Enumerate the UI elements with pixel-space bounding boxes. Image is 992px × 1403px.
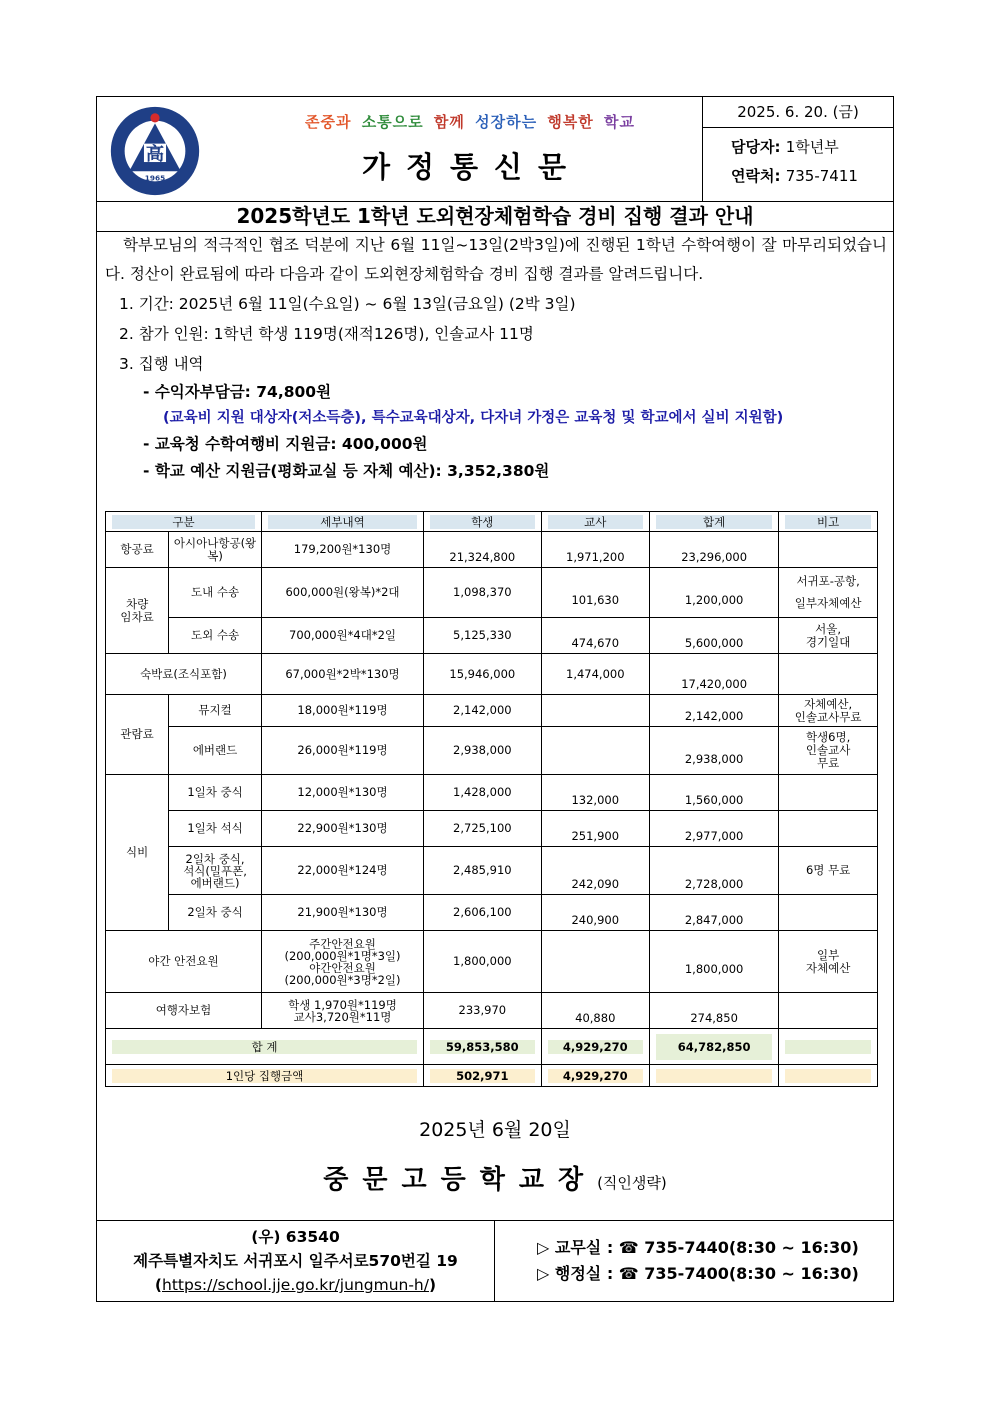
cell: 2,142,000 — [650, 695, 779, 727]
cell — [541, 727, 649, 775]
website-link[interactable]: https://school.jje.go.kr/jungmun-h/ — [162, 1276, 429, 1294]
sum-teacher: 4,929,270 — [548, 1040, 643, 1054]
cell: 1,200,000 — [650, 568, 779, 618]
cell — [779, 654, 878, 695]
footer — [97, 1220, 893, 1301]
table-row — [106, 931, 878, 993]
cell: 474,670 — [541, 618, 649, 654]
principal-signature — [97, 1159, 893, 1196]
zip-code: (우) 63540 — [251, 1228, 340, 1246]
cell — [779, 993, 878, 1029]
cell: 아시아나항공(왕복) — [169, 532, 262, 568]
cell: 에버랜드 — [169, 727, 262, 775]
th-detail: 세부내역 — [268, 515, 417, 529]
header-meta — [702, 97, 893, 201]
per-total — [656, 1069, 772, 1083]
cell: 2,977,000 — [650, 811, 779, 847]
cell: 21,900원*130명 — [261, 895, 423, 931]
cell: 1일차 석식 — [169, 811, 262, 847]
sum-total: 64,782,850 — [656, 1034, 772, 1060]
cell: 식비 — [106, 775, 169, 931]
cell: 1,800,000 — [650, 931, 779, 993]
table-row — [106, 618, 878, 654]
th-category: 구분 — [112, 515, 255, 529]
cell: 21,324,800 — [424, 532, 541, 568]
cell: 600,000원(왕복)*2대 — [261, 568, 423, 618]
cell: 2,142,000 — [424, 695, 541, 727]
cell: 26,000원*119명 — [261, 727, 423, 775]
table-row — [106, 775, 878, 811]
cell — [779, 895, 878, 931]
cell: 12,000원*130명 — [261, 775, 423, 811]
cell: 2,728,000 — [650, 847, 779, 895]
cell: 1일차 중식 — [169, 775, 262, 811]
sub-beneficiary: - 수익자부담금: 74,800원 — [143, 383, 332, 401]
th-note: 비고 — [785, 515, 871, 529]
cell: 23,296,000 — [650, 532, 779, 568]
cell: 240,900 — [541, 895, 649, 931]
table-row — [106, 895, 878, 931]
th-total: 합계 — [656, 515, 772, 529]
newsletter-frame — [96, 96, 894, 1302]
table-sum-row — [106, 1029, 878, 1065]
sum-label: 합 계 — [112, 1040, 417, 1054]
table-row — [106, 695, 878, 727]
intro-paragraph: 학부모님의 적극적인 협조 덕분에 지난 6월 11일~13일(2박3일)에 진행된 1학년 수학여행이 잘 마무리되었습니다. 정산이 완료됨에 따라 다음과 같이 도외현장체험학습 경비 집행 결과를 알려드립니다. — [105, 236, 887, 283]
table-row — [106, 568, 878, 618]
cell: 17,420,000 — [650, 654, 779, 695]
cell: 2,485,910 — [424, 847, 541, 895]
cell: 1,474,000 — [541, 654, 649, 695]
cell: 1,098,370 — [424, 568, 541, 618]
cell: 700,000원*4대*2일 — [261, 618, 423, 654]
seal-omitted-note: (직인생략) — [597, 1174, 667, 1192]
table-row — [106, 993, 878, 1029]
cell: 101,630 — [541, 568, 649, 618]
contact-person: 담당자: 1학년부 — [731, 138, 839, 156]
cell: 40,880 — [541, 993, 649, 1029]
cell: 숙박료(조식포함) — [106, 654, 262, 695]
cell: 1,800,000 — [424, 931, 541, 993]
cell: 18,000원*119명 — [261, 695, 423, 727]
sub-school-budget: - 학교 예산 지원금(평화교실 등 자체 예산): 3,352,380원 — [143, 462, 550, 480]
per-student: 502,971 — [430, 1069, 534, 1083]
cell: 2일차 중식, 석식(밀푸폰, 에버랜드) — [169, 847, 262, 895]
table-row — [106, 727, 878, 775]
cell: 274,850 — [650, 993, 779, 1029]
cell: 학생 1,970원*119명 교사3,720원*11명 — [261, 993, 423, 1029]
cell: 2,606,100 — [424, 895, 541, 931]
per-teacher: 4,929,270 — [548, 1069, 643, 1083]
cell — [779, 532, 878, 568]
body — [105, 231, 887, 485]
document-title: 2025학년도 1학년 도외현장체험학습 경비 집행 결과 안내 — [97, 201, 893, 232]
slogan-word: 학교 — [604, 113, 636, 131]
cell: 1,971,200 — [541, 532, 649, 568]
support-note: (교육비 지원 대상자(저소득층), 특수교육대상자, 다자녀 가정은 교육청 및 학교에서 실비 지원함) — [163, 410, 784, 426]
cell: 15,946,000 — [424, 654, 541, 695]
cell: 관람료 — [106, 695, 169, 775]
sum-student: 59,853,580 — [430, 1040, 534, 1054]
per-label: 1인당 집행금액 — [112, 1069, 417, 1083]
sign-date: 2025년 6월 20일 — [419, 1119, 571, 1141]
logo-char: 高 — [145, 144, 165, 166]
table-per-row — [106, 1065, 878, 1087]
cell — [541, 695, 649, 727]
cell — [779, 811, 878, 847]
street-address: 제주특별자치도 서귀포시 일주서로570번길 19 — [133, 1252, 458, 1270]
cell: 5,125,330 — [424, 618, 541, 654]
th-teacher: 교사 — [548, 515, 643, 529]
cell: 항공료 — [106, 532, 169, 568]
cell: 6명 무료 — [779, 847, 878, 895]
cell: 학생6명, 인솔교사 무료 — [779, 727, 878, 775]
cell: 자체예산, 인솔교사무료 — [779, 695, 878, 727]
cell: 22,000원*124명 — [261, 847, 423, 895]
issue-date: 2025. 6. 20. (금) — [703, 97, 893, 128]
newsletter-title: 가정통신문 — [361, 150, 583, 184]
slogan-word: 함께 — [433, 113, 465, 131]
cell: 뮤지컬 — [169, 695, 262, 727]
table-row — [106, 811, 878, 847]
cell: 132,000 — [541, 775, 649, 811]
table-row — [106, 654, 878, 695]
slogan-word: 존중과 — [304, 113, 352, 131]
cell: 1,428,000 — [424, 775, 541, 811]
table-row — [106, 532, 878, 568]
school-slogan — [247, 111, 697, 132]
th-student: 학생 — [430, 515, 534, 529]
cell: 233,970 — [424, 993, 541, 1029]
item-period: 1. 기간: 2025년 6월 11일(수요일) ~ 6월 13일(금요일) (2박 3일) — [119, 295, 576, 313]
cell — [541, 931, 649, 993]
per-note — [785, 1069, 871, 1083]
cell: 179,200원*130명 — [261, 532, 423, 568]
cell: 251,900 — [541, 811, 649, 847]
cell: 2,938,000 — [424, 727, 541, 775]
logo-year: 1965 — [144, 173, 166, 183]
table-row — [106, 847, 878, 895]
table-header — [106, 512, 878, 532]
cell: 2일차 중식 — [169, 895, 262, 931]
school-logo-icon — [109, 105, 201, 197]
cell: 1,560,000 — [650, 775, 779, 811]
phone-academic-office: ▷ 교무실 : ☎ 735-7440(8:30 ~ 16:30) — [537, 1238, 859, 1257]
cell: 차량 임차료 — [106, 568, 169, 654]
cell: 도내 수송 — [169, 568, 262, 618]
cell: 2,847,000 — [650, 895, 779, 931]
sub-office-support: - 교육청 수학여행비 지원금: 400,000원 — [143, 435, 428, 453]
cell: 주간안전요원 (200,000원*1명*3일) 야간안전요원 (200,000원*3명*2일) — [261, 931, 423, 993]
item-participants: 2. 참가 인원: 1학년 학생 119명(재적126명), 인솔교사 11명 — [119, 325, 534, 343]
principal-name: 중문고등학교장 — [323, 1165, 598, 1195]
cell: 5,600,000 — [650, 618, 779, 654]
cell: 서귀포-공항, 일부자체예산 — [779, 568, 878, 618]
phone-admin-office: ▷ 행정실 : ☎ 735-7400(8:30 ~ 16:30) — [537, 1264, 859, 1283]
contact-phone: 연락처: 735-7411 — [731, 167, 858, 185]
cell: 2,725,100 — [424, 811, 541, 847]
sum-note — [785, 1040, 871, 1054]
slogan-word: 성장하는 — [475, 113, 538, 131]
cell: 도외 수송 — [169, 618, 262, 654]
item-breakdown: 3. 집행 내역 — [119, 355, 204, 373]
slogan-word: 소통으로 — [361, 113, 424, 131]
expense-table — [105, 511, 878, 1087]
cell: 서울, 경기일대 — [779, 618, 878, 654]
cell: 일부 자체예산 — [779, 931, 878, 993]
cell: 22,900원*130명 — [261, 811, 423, 847]
header — [97, 97, 893, 202]
phone-list — [537, 1235, 859, 1287]
cell: 야간 안전요원 — [106, 931, 262, 993]
cell — [779, 775, 878, 811]
cell: 2,938,000 — [650, 727, 779, 775]
website: (https://school.jje.go.kr/jungmun-h/) — [154, 1276, 437, 1294]
school-address — [97, 1221, 495, 1301]
cell: 여행자보험 — [106, 993, 262, 1029]
slogan-word: 행복한 — [547, 113, 594, 131]
cell: 67,000원*2박*130명 — [261, 654, 423, 695]
cell: 242,090 — [541, 847, 649, 895]
